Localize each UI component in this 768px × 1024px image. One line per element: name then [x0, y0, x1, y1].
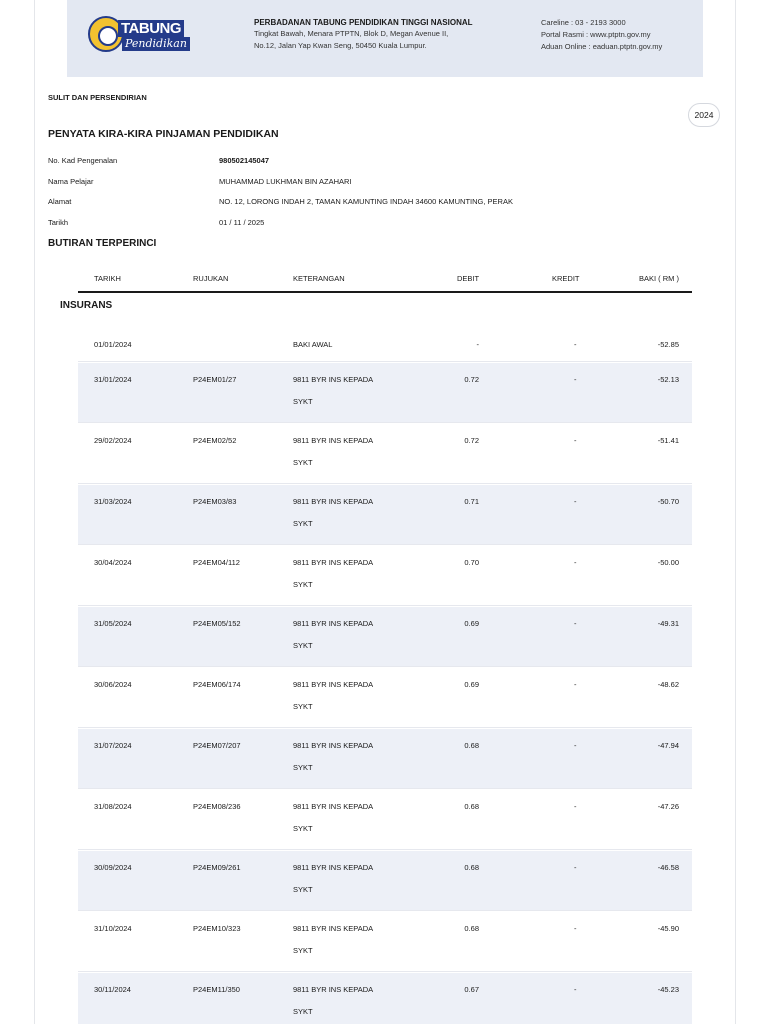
row-desc-cont: SYKT: [293, 885, 313, 894]
row-debit: 0.69: [464, 680, 479, 689]
portal-link[interactable]: Portal Rasmi : www.ptptn.gov.my: [541, 30, 651, 39]
row-debit: 0.72: [464, 375, 479, 384]
row-desc: 9811 BYR INS KEPADA: [293, 924, 374, 933]
row-desc: 9811 BYR INS KEPADA: [293, 497, 374, 506]
row-debit: 0.67: [464, 985, 479, 994]
row-debit: 0.68: [464, 802, 479, 811]
letterhead: [67, 0, 703, 77]
row-ref: P24EM11/350: [193, 985, 240, 994]
date-value: 01 / 11 / 2025: [219, 218, 265, 227]
row-balance: -52.13: [657, 375, 679, 384]
row-balance: -47.94: [657, 741, 679, 750]
row-balance: -51.41: [657, 436, 679, 445]
info-row-address: [48, 195, 728, 209]
row-desc-cont: SYKT: [293, 397, 313, 406]
row-balance: -52.85: [657, 340, 679, 349]
table-row: [78, 851, 692, 911]
ic-label: No. Kad Pengenalan: [48, 156, 118, 165]
row-ref: P24EM09/261: [193, 863, 241, 872]
address-label: Alamat: [48, 197, 72, 206]
row-credit: -: [574, 863, 577, 872]
row-balance: -46.58: [657, 863, 679, 872]
table-row: [78, 973, 692, 1024]
row-ref: P24EM05/152: [193, 619, 241, 628]
row-credit: -: [574, 619, 577, 628]
table-header: [78, 270, 692, 293]
table-row: [78, 546, 692, 606]
row-desc-cont: SYKT: [293, 458, 313, 467]
document-title: PENYATA KIRA-KIRA PINJAMAN PENDIDIKAN: [48, 128, 279, 140]
col-balance: BAKI ( RM ): [638, 274, 679, 283]
row-credit: -: [574, 802, 577, 811]
row-date: 31/08/2024: [94, 802, 132, 811]
row-ref: P24EM08/236: [193, 802, 241, 811]
row-desc-cont: SYKT: [293, 763, 313, 772]
row-credit: -: [574, 924, 577, 933]
row-desc: 9811 BYR INS KEPADA: [293, 680, 374, 689]
row-date: 31/05/2024: [94, 619, 132, 628]
row-date: 29/02/2024: [94, 436, 132, 445]
row-debit: 0.70: [464, 558, 479, 567]
row-date: 31/10/2024: [94, 924, 132, 933]
col-ref: RUJUKAN: [193, 274, 229, 283]
row-desc: 9811 BYR INS KEPADA: [293, 741, 374, 750]
row-balance: -45.90: [657, 924, 679, 933]
row-credit: -: [574, 985, 577, 994]
row-desc: 9811 BYR INS KEPADA: [293, 802, 374, 811]
row-desc-cont: SYKT: [293, 946, 313, 955]
date-label: Tarikh: [48, 218, 69, 227]
row-ref: P24EM01/27: [193, 375, 237, 384]
table-row: [78, 790, 692, 850]
row-credit: -: [574, 741, 577, 750]
row-balance: -50.00: [657, 558, 679, 567]
row-date: 30/06/2024: [94, 680, 132, 689]
row-desc: 9811 BYR INS KEPADA: [293, 436, 374, 445]
row-credit: -: [574, 497, 577, 506]
row-credit: -: [574, 340, 577, 349]
row-debit: 0.68: [464, 924, 479, 933]
row-balance: -47.26: [657, 802, 679, 811]
row-debit: -: [476, 340, 479, 349]
info-row-name: [48, 175, 728, 189]
ic-value: 980502145047: [219, 156, 270, 165]
row-credit: -: [574, 375, 577, 384]
row-desc-cont: SYKT: [293, 824, 313, 833]
aduan-link[interactable]: Aduan Online : eaduan.ptptn.gov.my: [541, 42, 663, 51]
year-badge[interactable]: 2024: [688, 103, 720, 127]
row-date: 30/04/2024: [94, 558, 132, 567]
col-debit: DEBIT: [457, 274, 480, 283]
org-name: PERBADANAN TABUNG PENDIDIKAN TINGGI NASIONAL: [254, 18, 473, 27]
row-desc-cont: SYKT: [293, 641, 313, 650]
group-title-insurans: INSURANS: [60, 300, 113, 311]
row-balance: -45.23: [657, 985, 679, 994]
row-debit: 0.68: [464, 741, 479, 750]
row-debit: 0.69: [464, 619, 479, 628]
row-debit: 0.72: [464, 436, 479, 445]
row-date: 31/03/2024: [94, 497, 132, 506]
row-balance: -48.62: [657, 680, 679, 689]
row-ref: P24EM10/323: [193, 924, 241, 933]
row-desc: BAKI AWAL: [293, 340, 333, 349]
row-ref: P24EM06/174: [193, 680, 241, 689]
row-desc-cont: SYKT: [293, 702, 313, 711]
row-credit: -: [574, 680, 577, 689]
row-debit: 0.68: [464, 863, 479, 872]
row-desc-cont: SYKT: [293, 1007, 313, 1016]
row-debit: 0.71: [464, 497, 479, 506]
row-ref: P24EM04/112: [193, 558, 240, 567]
name-value: MUHAMMAD LUKHMAN BIN AZAHARI: [219, 177, 352, 186]
row-desc: 9811 BYR INS KEPADA: [293, 863, 374, 872]
col-desc: KETERANGAN: [293, 274, 345, 283]
logo-text-pendidikan: Pendidikan: [122, 37, 190, 51]
address-value: NO. 12, LORONG INDAH 2, TAMAN KAMUNTING INDAH 34600 KAMUNTING, PERAK: [219, 197, 513, 206]
row-date: 31/07/2024: [94, 741, 132, 750]
table-row: [78, 485, 692, 545]
row-date: 30/11/2024: [94, 985, 131, 994]
row-desc: 9811 BYR INS KEPADA: [293, 619, 374, 628]
address-line-2: No.12, Jalan Yap Kwan Seng, 50450 Kuala Lumpur.: [254, 41, 427, 50]
row-desc: 9811 BYR INS KEPADA: [293, 375, 374, 384]
row-date: 31/01/2024: [94, 375, 132, 384]
section-title: BUTIRAN TERPERINCI: [48, 238, 157, 249]
confidential-label: SULIT DAN PERSENDIRIAN: [48, 93, 147, 102]
row-credit: -: [574, 436, 577, 445]
row-desc: 9811 BYR INS KEPADA: [293, 558, 374, 567]
row-desc-cont: SYKT: [293, 519, 313, 528]
col-date: TARIKH: [94, 274, 121, 283]
row-ref: P24EM02/52: [193, 436, 237, 445]
col-credit: KREDIT: [552, 274, 580, 283]
name-label: Nama Pelajar: [48, 177, 94, 186]
row-ref: P24EM03/83: [193, 497, 237, 506]
org-address: [254, 17, 504, 52]
row-balance: -50.70: [657, 497, 679, 506]
table-row: [78, 328, 692, 362]
careline: Careline : 03 - 2193 3000: [541, 18, 626, 27]
info-row-ic: [48, 154, 728, 168]
row-ref: P24EM07/207: [193, 741, 241, 750]
row-date: 01/01/2024: [94, 340, 132, 349]
row-date: 30/09/2024: [94, 863, 132, 872]
address-line-1: Tingkat Bawah, Menara PTPTN, Blok D, Megan Avenue II,: [254, 29, 449, 38]
row-credit: -: [574, 558, 577, 567]
info-row-date: [48, 216, 728, 230]
table-row: [78, 912, 692, 972]
ptptn-logo: [88, 16, 187, 54]
logo-text-tabung: TABUNG: [118, 20, 184, 37]
table-row: [78, 607, 692, 667]
table-row: [78, 729, 692, 789]
table-row: [78, 668, 692, 728]
contact-info: [541, 17, 701, 53]
table-row: [78, 363, 692, 423]
table-row: [78, 424, 692, 484]
row-desc: 9811 BYR INS KEPADA: [293, 985, 374, 994]
row-balance: -49.31: [657, 619, 679, 628]
row-desc-cont: SYKT: [293, 580, 313, 589]
